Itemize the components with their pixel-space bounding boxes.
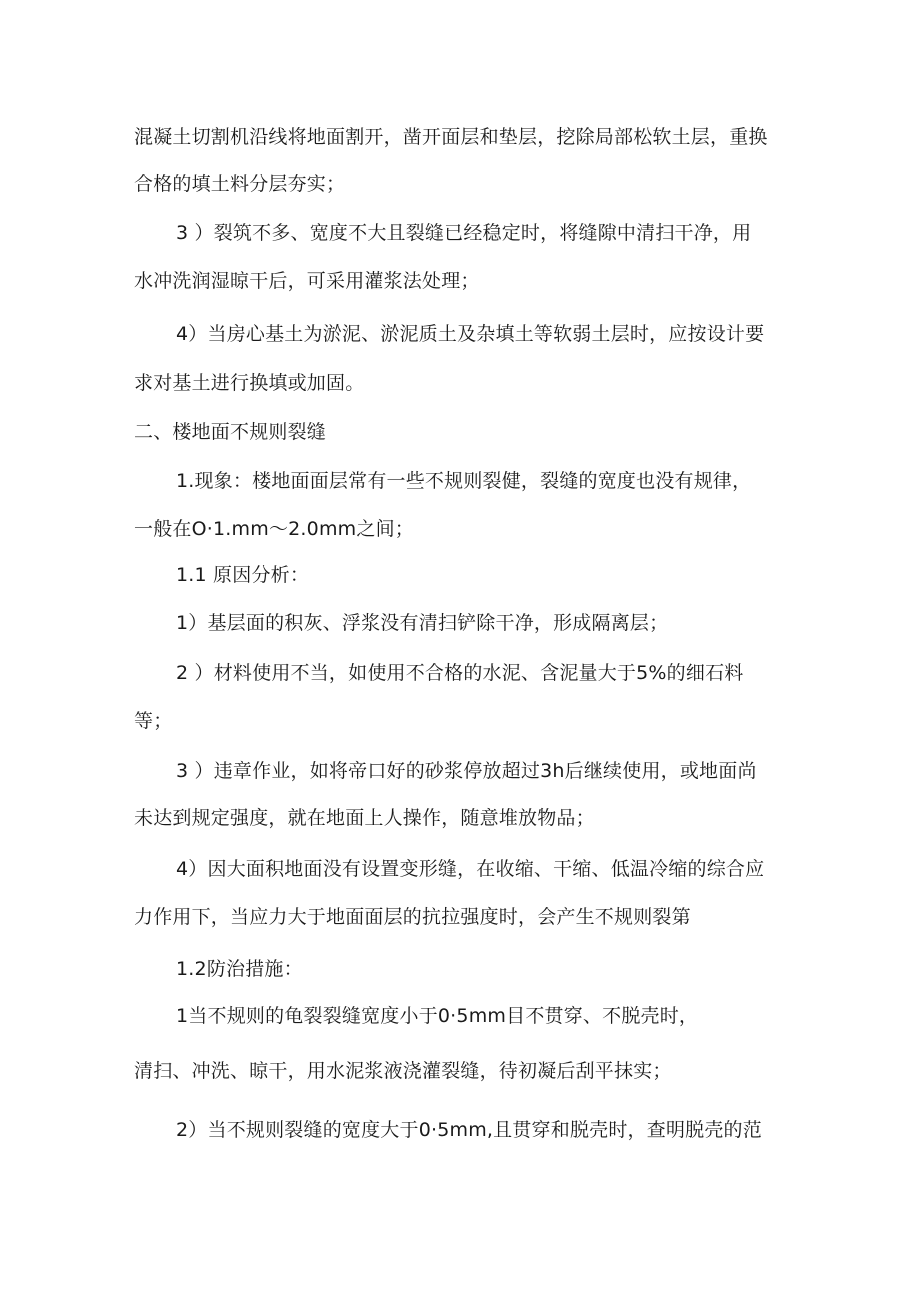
text-line: 力作用下，当应力大于地面面层的抗拉强度时，会产生不规则裂第 bbox=[134, 906, 691, 928]
text-line: 清扫、冲洗、晾干，用水泥浆液浇灌裂缝，待初凝后刮平抹实； bbox=[134, 1060, 672, 1082]
text-line: 3 ）裂筑不多、宽度不大且裂缝已经稳定时，将缝隙中清扫干净，用 bbox=[176, 222, 752, 244]
section-heading: 二、楼地面不规则裂缝 bbox=[134, 421, 327, 443]
text-line: 1）基层面的积灰、浮浆没有清扫铲除干净，形成隔离层； bbox=[176, 612, 669, 634]
text-line: 1.现象：楼地面面层常有一些不规则裂健，裂缝的宽度也没有规律， bbox=[176, 470, 752, 492]
text-line: 3 ）违章作业，如将帝口好的砂浆停放超过3h后继续使用，或地面尚 bbox=[176, 760, 757, 782]
text-line: 等； bbox=[134, 710, 173, 732]
text-line: 水冲洗润湿晾干后，可采用灌浆法处理； bbox=[134, 270, 480, 292]
text-line: 混凝土切割机沿线将地面割开，凿开面层和垫层，挖除局部松软土层，重换 bbox=[134, 126, 768, 148]
subsection-heading: 1.2防治措施： bbox=[176, 958, 303, 980]
text-line: 1当不规则的龟裂裂缝宽度小于0·5mm目不贯穿、不脱壳时， bbox=[176, 1005, 699, 1027]
text-line: 4）当房心基土为淤泥、淤泥质土及杂填土等软弱土层时，应按设计要 bbox=[176, 323, 765, 345]
text-line: 4）因大面积地面没有设置变形缝，在收缩、干缩、低温冷缩的综合应 bbox=[176, 858, 765, 880]
text-line: 一般在O·1.mm～2.0mm之间； bbox=[134, 518, 414, 540]
text-line: 未达到规定强度，就在地面上人操作，随意堆放物品； bbox=[134, 807, 595, 829]
text-line: 合格的填土料分层夯实； bbox=[134, 173, 346, 195]
text-line: 求对基土进行换填或加固。 bbox=[134, 372, 365, 394]
text-line: 2）当不规则裂缝的宽度大于0·5mm,且贯穿和脱壳时，查明脱壳的范 bbox=[176, 1119, 762, 1141]
subsection-heading: 1.1 原因分析： bbox=[176, 564, 310, 586]
text-line: 2 ）材料使用不当，如使用不合格的水泥、含泥量大于5%的细石料 bbox=[176, 662, 744, 684]
